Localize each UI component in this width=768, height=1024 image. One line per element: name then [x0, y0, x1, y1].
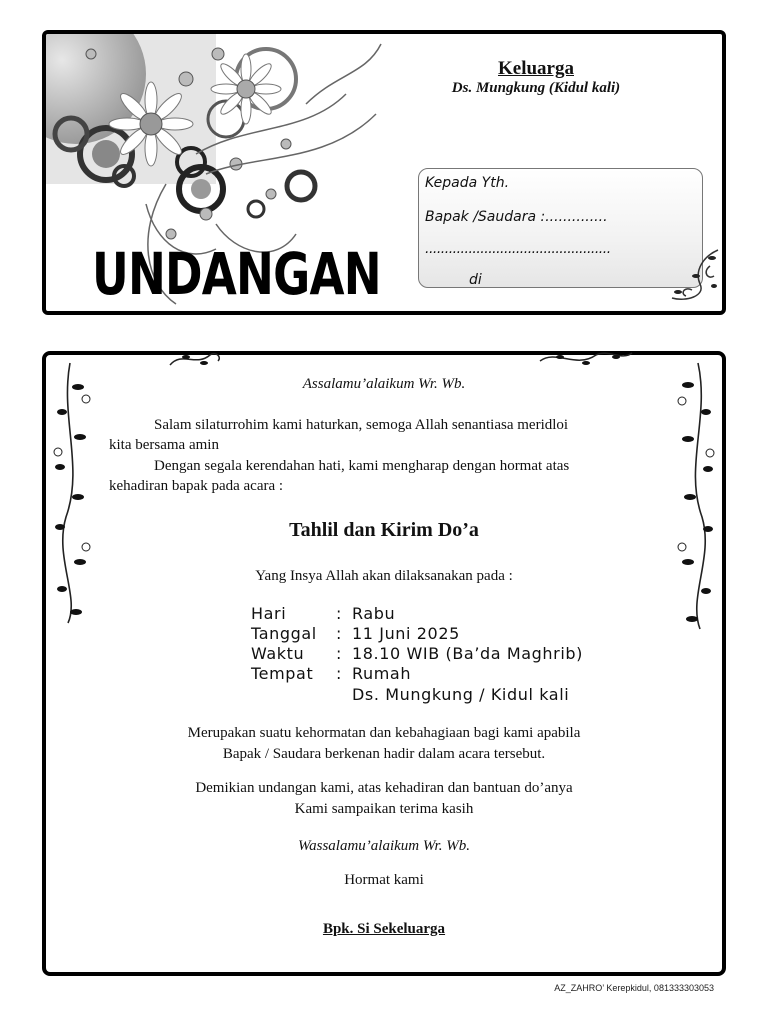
detail-separator: : [336, 604, 342, 623]
detail-label: Hari [251, 604, 287, 623]
recipient-line-2: Bapak /Saudara :.............. [425, 209, 608, 225]
paragraph-2-line-1: Dengan segala kerendahan hati, kami mengharap dengan hormat atas [154, 458, 570, 474]
closing-2-line-1: Demikian undangan kami, atas kehadiran dan bantuan do’anya [195, 780, 573, 796]
detail-separator: : [336, 644, 342, 663]
paragraph-1-line-1: Salam silaturrohim kami haturkan, semoga Allah senantiasa meridloi [154, 417, 569, 433]
footer-brand: AZ_ZAHRO’ [554, 983, 604, 993]
regards: Hormat kami [344, 872, 424, 888]
event-details [251, 604, 671, 714]
banner-title: UNDANGAN [92, 240, 381, 308]
signature: Bpk. Si Sekeluarga [322, 921, 446, 937]
detail-value: Rumah [352, 664, 412, 683]
paragraph-1-line-2: kita bersama amin [109, 437, 219, 453]
closing-1-line-1: Merupakan suatu kehormatan dan kebahagiaan bagi kami apabila [187, 725, 581, 741]
closing-salam: Wassalamu’alaikum Wr. Wb. [298, 838, 470, 854]
footer-contact: Kerepkidul, 081333303053 [603, 983, 714, 993]
top-left-scroll-icon [166, 347, 226, 371]
footer-credit [554, 983, 714, 993]
detail-value: 18.10 WIB (Ba’da Maghrib) [352, 644, 583, 663]
family-title: Keluarga [498, 58, 574, 79]
family-address: Ds. Mungkung (Kidul kali) [451, 80, 621, 96]
closing-1-line-2: Bapak / Saudara berkenan hadir dalam acara tersebut. [222, 746, 546, 762]
right-vine-ornament-icon [658, 357, 718, 633]
detail-value: Rabu [352, 604, 396, 623]
daisy-icon [211, 54, 281, 124]
detail-separator: : [336, 624, 342, 643]
closing-2-line-2: Kami sampaikan terima kasih [294, 801, 474, 817]
detail-value: 11 Juni 2025 [352, 624, 460, 643]
event-title: Tahlil dan Kirim Do’a [289, 519, 479, 541]
detail-location-line: Ds. Mungkung / Kidul kali [352, 685, 570, 704]
daisy-icon [109, 82, 193, 166]
recipient-line-3: ............................................... [425, 241, 611, 257]
paragraph-2-line-2: kehadiran bapak pada acara : [109, 478, 284, 494]
detail-label: Tanggal [251, 624, 317, 643]
detail-label: Tempat [251, 664, 314, 683]
greeting: Assalamu’alaikum Wr. Wb. [302, 376, 466, 392]
letter-card [42, 351, 726, 976]
top-right-scroll-icon [536, 347, 636, 371]
corner-swirl-icon [664, 246, 722, 308]
left-vine-ornament-icon [50, 357, 110, 627]
recipient-line-1: Kepada Yth. [425, 175, 510, 191]
schedule-intro: Yang Insya Allah akan dilaksanakan pada : [255, 568, 513, 584]
detail-label: Waktu [251, 644, 305, 663]
envelope-card [42, 30, 726, 315]
detail-separator: : [336, 664, 342, 683]
recipient-line-4: di [469, 272, 482, 288]
recipient-box [418, 168, 703, 288]
